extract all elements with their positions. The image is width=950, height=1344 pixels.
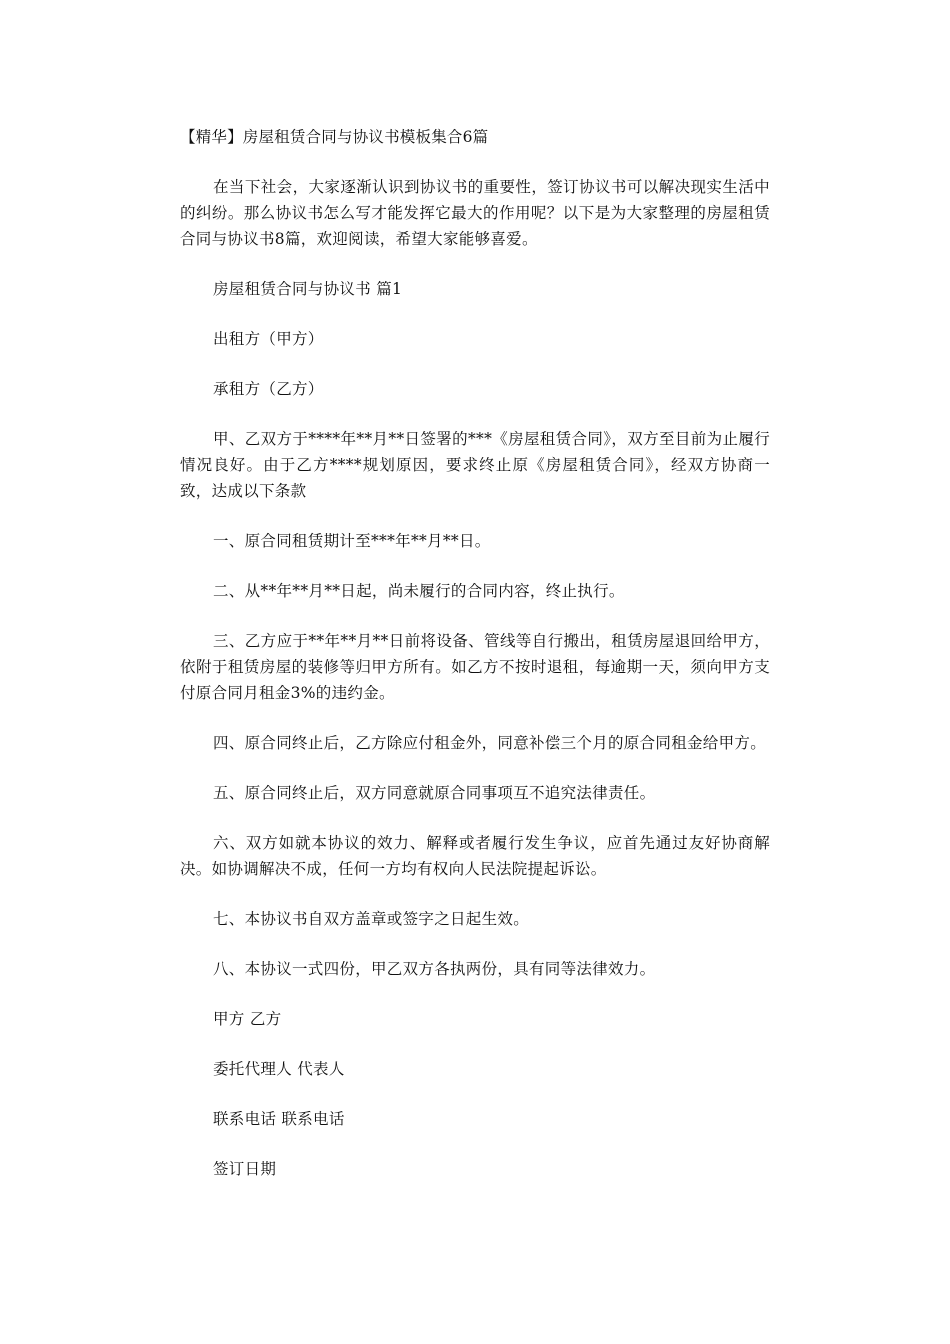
signature-agents: 委托代理人 代表人 <box>213 1060 345 1078</box>
clause-6: 六、双方如就本协议的效力、解释或者履行发生争议，应首先通过友好协商解决。如协调解决不成，任何一方均有权向人民法院提起诉讼。 <box>180 834 770 878</box>
intro-paragraph: 在当下社会，大家逐渐认识到协议书的重要性，签订协议书可以解决现实生活中的纠纷。那么协议书怎么写才能发挥它最大的作用呢？以下是为大家整理的房屋租赁合同与协议书8篇，欢迎阅读，希望大家能够喜爱。 <box>180 178 770 248</box>
signature-phones: 联系电话 联系电话 <box>213 1110 345 1128</box>
document-title: 【精华】房屋租赁合同与协议书模板集合6篇 <box>180 128 489 146</box>
lessee-line: 承租方（乙方） <box>213 380 324 398</box>
clause-5: 五、原合同终止后，双方同意就原合同事项互不追究法律责任。 <box>213 784 656 802</box>
clause-2: 二、从**年**月**日起，尚未履行的合同内容，终止执行。 <box>213 582 625 600</box>
clause-8: 八、本协议一式四份，甲乙双方各执两份，具有同等法律效力。 <box>213 960 656 978</box>
signature-date: 签订日期 <box>213 1160 277 1178</box>
signature-parties: 甲方 乙方 <box>213 1010 282 1028</box>
section-heading: 房屋租赁合同与协议书 篇1 <box>213 280 403 298</box>
clause-1: 一、原合同租赁期计至***年**月**日。 <box>213 532 491 550</box>
preamble-paragraph: 甲、乙双方于****年**月**日签署的***《房屋租赁合同》，双方至目前为止履行情况良好。由于乙方****规划原因，要求终止原《房屋租赁合同》，经双方协商一致，达成以下条款 <box>180 430 770 500</box>
lessor-line: 出租方（甲方） <box>213 330 324 348</box>
clause-4: 四、原合同终止后，乙方除应付租金外，同意补偿三个月的原合同租金给甲方。 <box>213 734 767 752</box>
clause-3: 三、乙方应于**年**月**日前将设备、管线等自行搬出，租赁房屋退回给甲方，依附于租赁房屋的装修等归甲方所有。如乙方不按时退租，每逾期一天，须向甲方支付原合同月租金3%的违约金。 <box>180 632 770 702</box>
clause-7: 七、本协议书自双方盖章或签字之日起生效。 <box>213 910 530 928</box>
document-body <box>180 124 770 1206</box>
